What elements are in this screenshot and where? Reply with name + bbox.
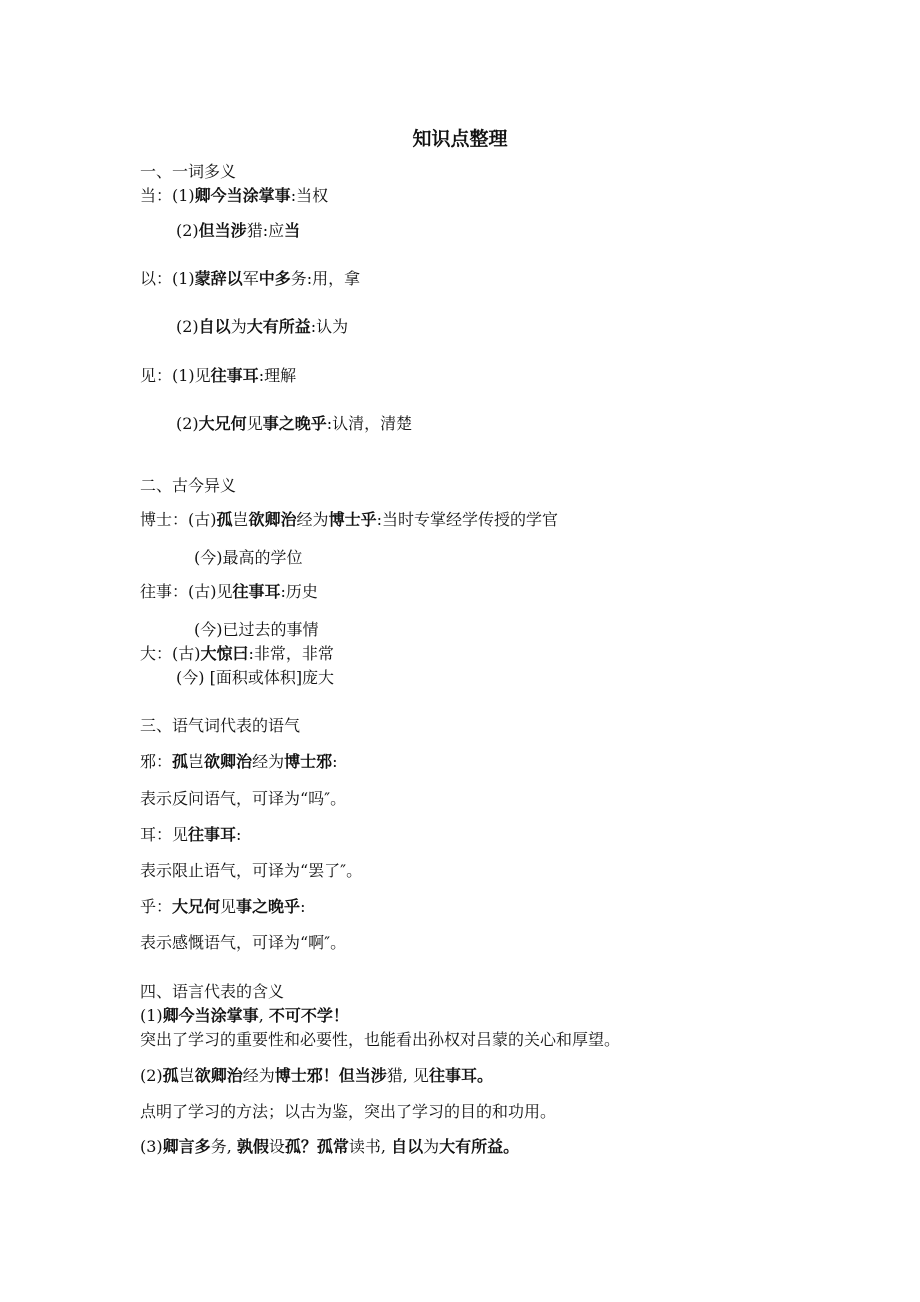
text-segment: 卿言多 [162,1137,211,1156]
text-segment: 自以 [391,1137,424,1156]
entry-boshi-modern [194,548,303,568]
text-segment: 设 [268,1137,285,1156]
text-segment: 孤 [162,1066,179,1085]
text-segment: 卿今当涂掌事 [194,186,291,205]
text-segment: 往事耳 [188,825,237,844]
text-segment: 孤？孤常 [284,1137,349,1156]
text-segment: 大：(古) [140,644,201,663]
text-segment: 往事耳。 [428,1066,493,1085]
text-segment: (3) [140,1137,163,1156]
text-segment: 事之晚乎 [236,897,301,916]
text-segment: 为 [423,1137,440,1156]
quote-3 [140,1137,519,1157]
entry-da-modern [176,668,334,688]
text-segment: 经为 [242,1066,275,1085]
text-segment: 三、语气词代表的语气 [140,716,301,735]
text-segment: (1) [140,1006,163,1025]
text-segment: 往事耳 [210,366,259,385]
text-segment: 为 [230,317,247,336]
text-segment: 耳：见 [140,825,189,844]
text-segment: 四、语言代表的含义 [140,982,285,1001]
text-segment: 中多 [258,269,291,288]
entry-dang-2 [176,221,300,241]
text-segment: 博士邪 [284,752,333,771]
text-segment: (今)已过去的事情 [194,620,319,639]
text-segment: 大兄何 [172,897,221,916]
section-heading-meaning [140,982,284,1002]
text-segment: 事之晚乎 [262,414,327,433]
text-segment: : [332,752,338,771]
text-segment: 往事耳 [232,582,281,601]
text-segment: 当 [284,221,301,240]
entry-boshi-ancient [140,510,558,530]
text-segment: 岂 [188,752,205,771]
entry-jian-1 [140,366,296,386]
text-segment: 大兄何 [198,414,247,433]
quote-1 [140,1006,349,1026]
text-segment: 自以 [198,317,231,336]
text-segment: :当时专掌经学传授的学官 [376,510,558,529]
entry-hu-explanation [140,933,346,953]
section-heading-ancient-modern [140,476,236,496]
text-segment: 猎, 见 [386,1066,429,1085]
text-segment: (2) [176,221,199,240]
text-segment: 孤 [216,510,233,529]
text-segment: 表示反问语气，可译为“吗″。 [140,789,347,808]
text-segment: 不可不学！ [268,1006,349,1025]
text-segment: 岂 [232,510,249,529]
text-segment: :理解 [258,366,297,385]
text-segment: :当权 [290,186,329,205]
text-segment: 大有所益。 [439,1137,520,1156]
text-segment: :非常，非常 [248,644,334,663]
entry-ye [140,752,337,772]
text-segment: (今) [面积或体积]庞大 [176,668,335,687]
text-segment: 务:用，拿 [290,269,361,288]
text-segment: 见 [220,897,237,916]
quote-2 [140,1066,493,1086]
text-segment: 二、古今异义 [140,476,237,495]
text-segment: (今)最高的学位 [194,548,303,567]
text-segment: 以：(1) [140,269,195,288]
entry-er-explanation [140,861,362,881]
text-segment: 点明了学习的方法；以古为鉴，突出了学习的目的和功用。 [140,1102,557,1121]
text-segment: 表示感慨语气，可译为“啊″。 [140,933,347,952]
entry-ye-explanation [140,789,346,809]
text-segment: 务, [210,1137,237,1156]
text-segment: 欲卿治 [248,510,297,529]
entry-wangshi-modern [194,620,319,640]
text-segment: 卿今当涂掌事 [162,1006,259,1025]
text-segment: 读书, [348,1137,392,1156]
text-segment: 突出了学习的重要性和必要性，也能看出孙权对吕蒙的关心和厚望。 [140,1030,621,1049]
text-segment: : [236,825,242,844]
page-title: 知识点整理 [412,128,508,150]
quote-2-explanation [140,1102,556,1122]
text-segment: 往事：(古)见 [140,582,233,601]
text-segment: 一、一词多义 [140,162,237,181]
section-heading-polysemy [140,162,236,182]
text-segment: :认为 [310,317,349,336]
text-segment: 表示限止语气，可译为“罢了″。 [140,861,363,880]
entry-yi-1 [140,269,360,289]
text-segment: 军 [242,269,259,288]
entry-da-ancient [140,644,334,664]
text-segment: 岂 [178,1066,195,1085]
entry-er [140,825,241,845]
text-segment: 孤 [172,752,189,771]
text-segment: 见 [246,414,263,433]
text-segment: 欲卿治 [204,752,253,771]
text-segment: 孰假 [236,1137,269,1156]
text-segment: 经为 [252,752,285,771]
text-segment: (2) [140,1066,163,1085]
text-segment: 博士邪！但当涉 [274,1066,387,1085]
text-segment: 但当涉 [198,221,247,240]
text-segment: 博士：(古) [140,510,217,529]
quote-1-explanation [140,1030,620,1050]
text-segment: 大惊曰 [200,644,249,663]
text-segment: 猎:应 [246,221,285,240]
text-segment: (2) [176,317,199,336]
text-segment: 乎： [140,897,173,916]
text-segment: 欲卿治 [194,1066,243,1085]
text-segment: 见：(1)见 [140,366,211,385]
text-segment: 蒙辞以 [194,269,243,288]
text-segment: , [258,1006,269,1025]
text-segment: (2) [176,414,199,433]
entry-jian-2 [176,414,412,434]
entry-dang-1 [140,186,328,206]
entry-hu [140,897,305,917]
section-heading-particles [140,716,300,736]
entry-wangshi-ancient [140,582,318,602]
text-segment: :历史 [280,582,318,601]
text-segment: :认清，清楚 [326,414,413,433]
text-segment: : [300,897,306,916]
entry-yi-2 [176,317,348,337]
text-segment: 当：(1) [140,186,195,205]
text-segment: 博士乎 [328,510,377,529]
text-segment: 大有所益 [246,317,311,336]
text-segment: 邪： [140,752,173,771]
text-segment: 经为 [296,510,329,529]
